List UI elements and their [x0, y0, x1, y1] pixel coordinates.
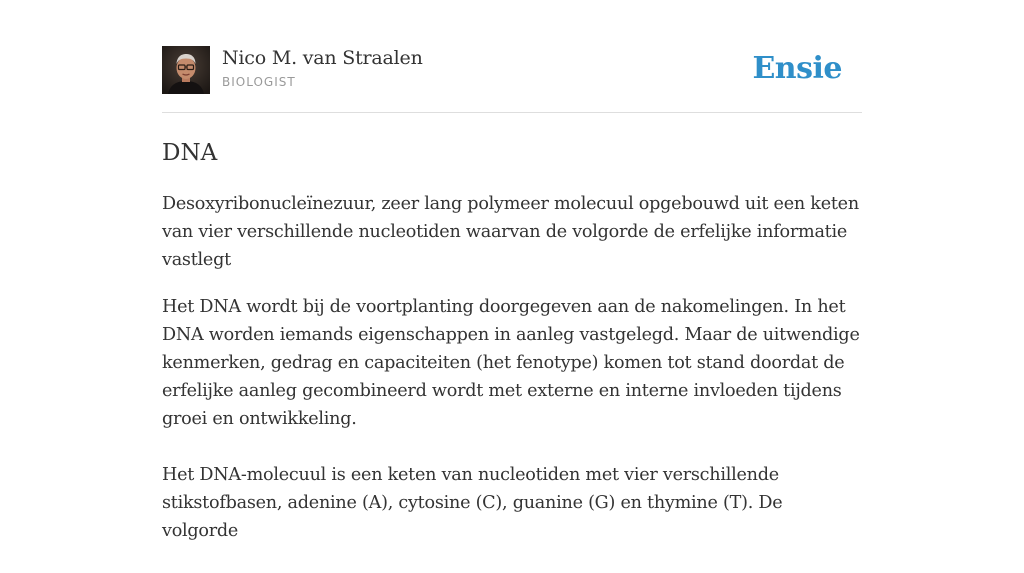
author-name[interactable]: Nico M. van Straalen: [222, 47, 423, 69]
body-paragraph: Het DNA wordt bij de voortplanting doorgegeven aan de nakomelingen. In het DNA worden iemands eigenschappen in aanleg vastgelegd. Maar de uitwendige kenmerken, gedrag en capaciteiten (het fenotype) komen tot stand doordat de erfelijke aanleg gecombineerd wordt met externe en interne invloeden tijdens groei en ontwikkeling.: [162, 297, 860, 429]
author-photo-icon: [162, 46, 210, 94]
entry-card: [162, 0, 862, 541]
entry-definition: Desoxyribonucleïnezuur, zeer lang polymeer molecuul opgebouwd uit een keten van vier verschillende nucleotiden waarvan de volgorde de erfelijke informatie vastlegt: [162, 194, 859, 270]
ensie-logo[interactable]: Ensie: [752, 51, 842, 86]
entry-body: [162, 293, 862, 573]
entry-term: DNA: [162, 140, 218, 166]
author-avatar[interactable]: [162, 46, 210, 94]
entry-header: [162, 0, 862, 113]
body-paragraph: Het DNA-molecuul is een keten van nucleotiden met vier verschillende stikstofbasen, adenine (A), cytosine (C), guanine (G) en thymine (T). De volgorde: [162, 465, 783, 541]
author-role: BIOLOGIST: [222, 75, 296, 89]
